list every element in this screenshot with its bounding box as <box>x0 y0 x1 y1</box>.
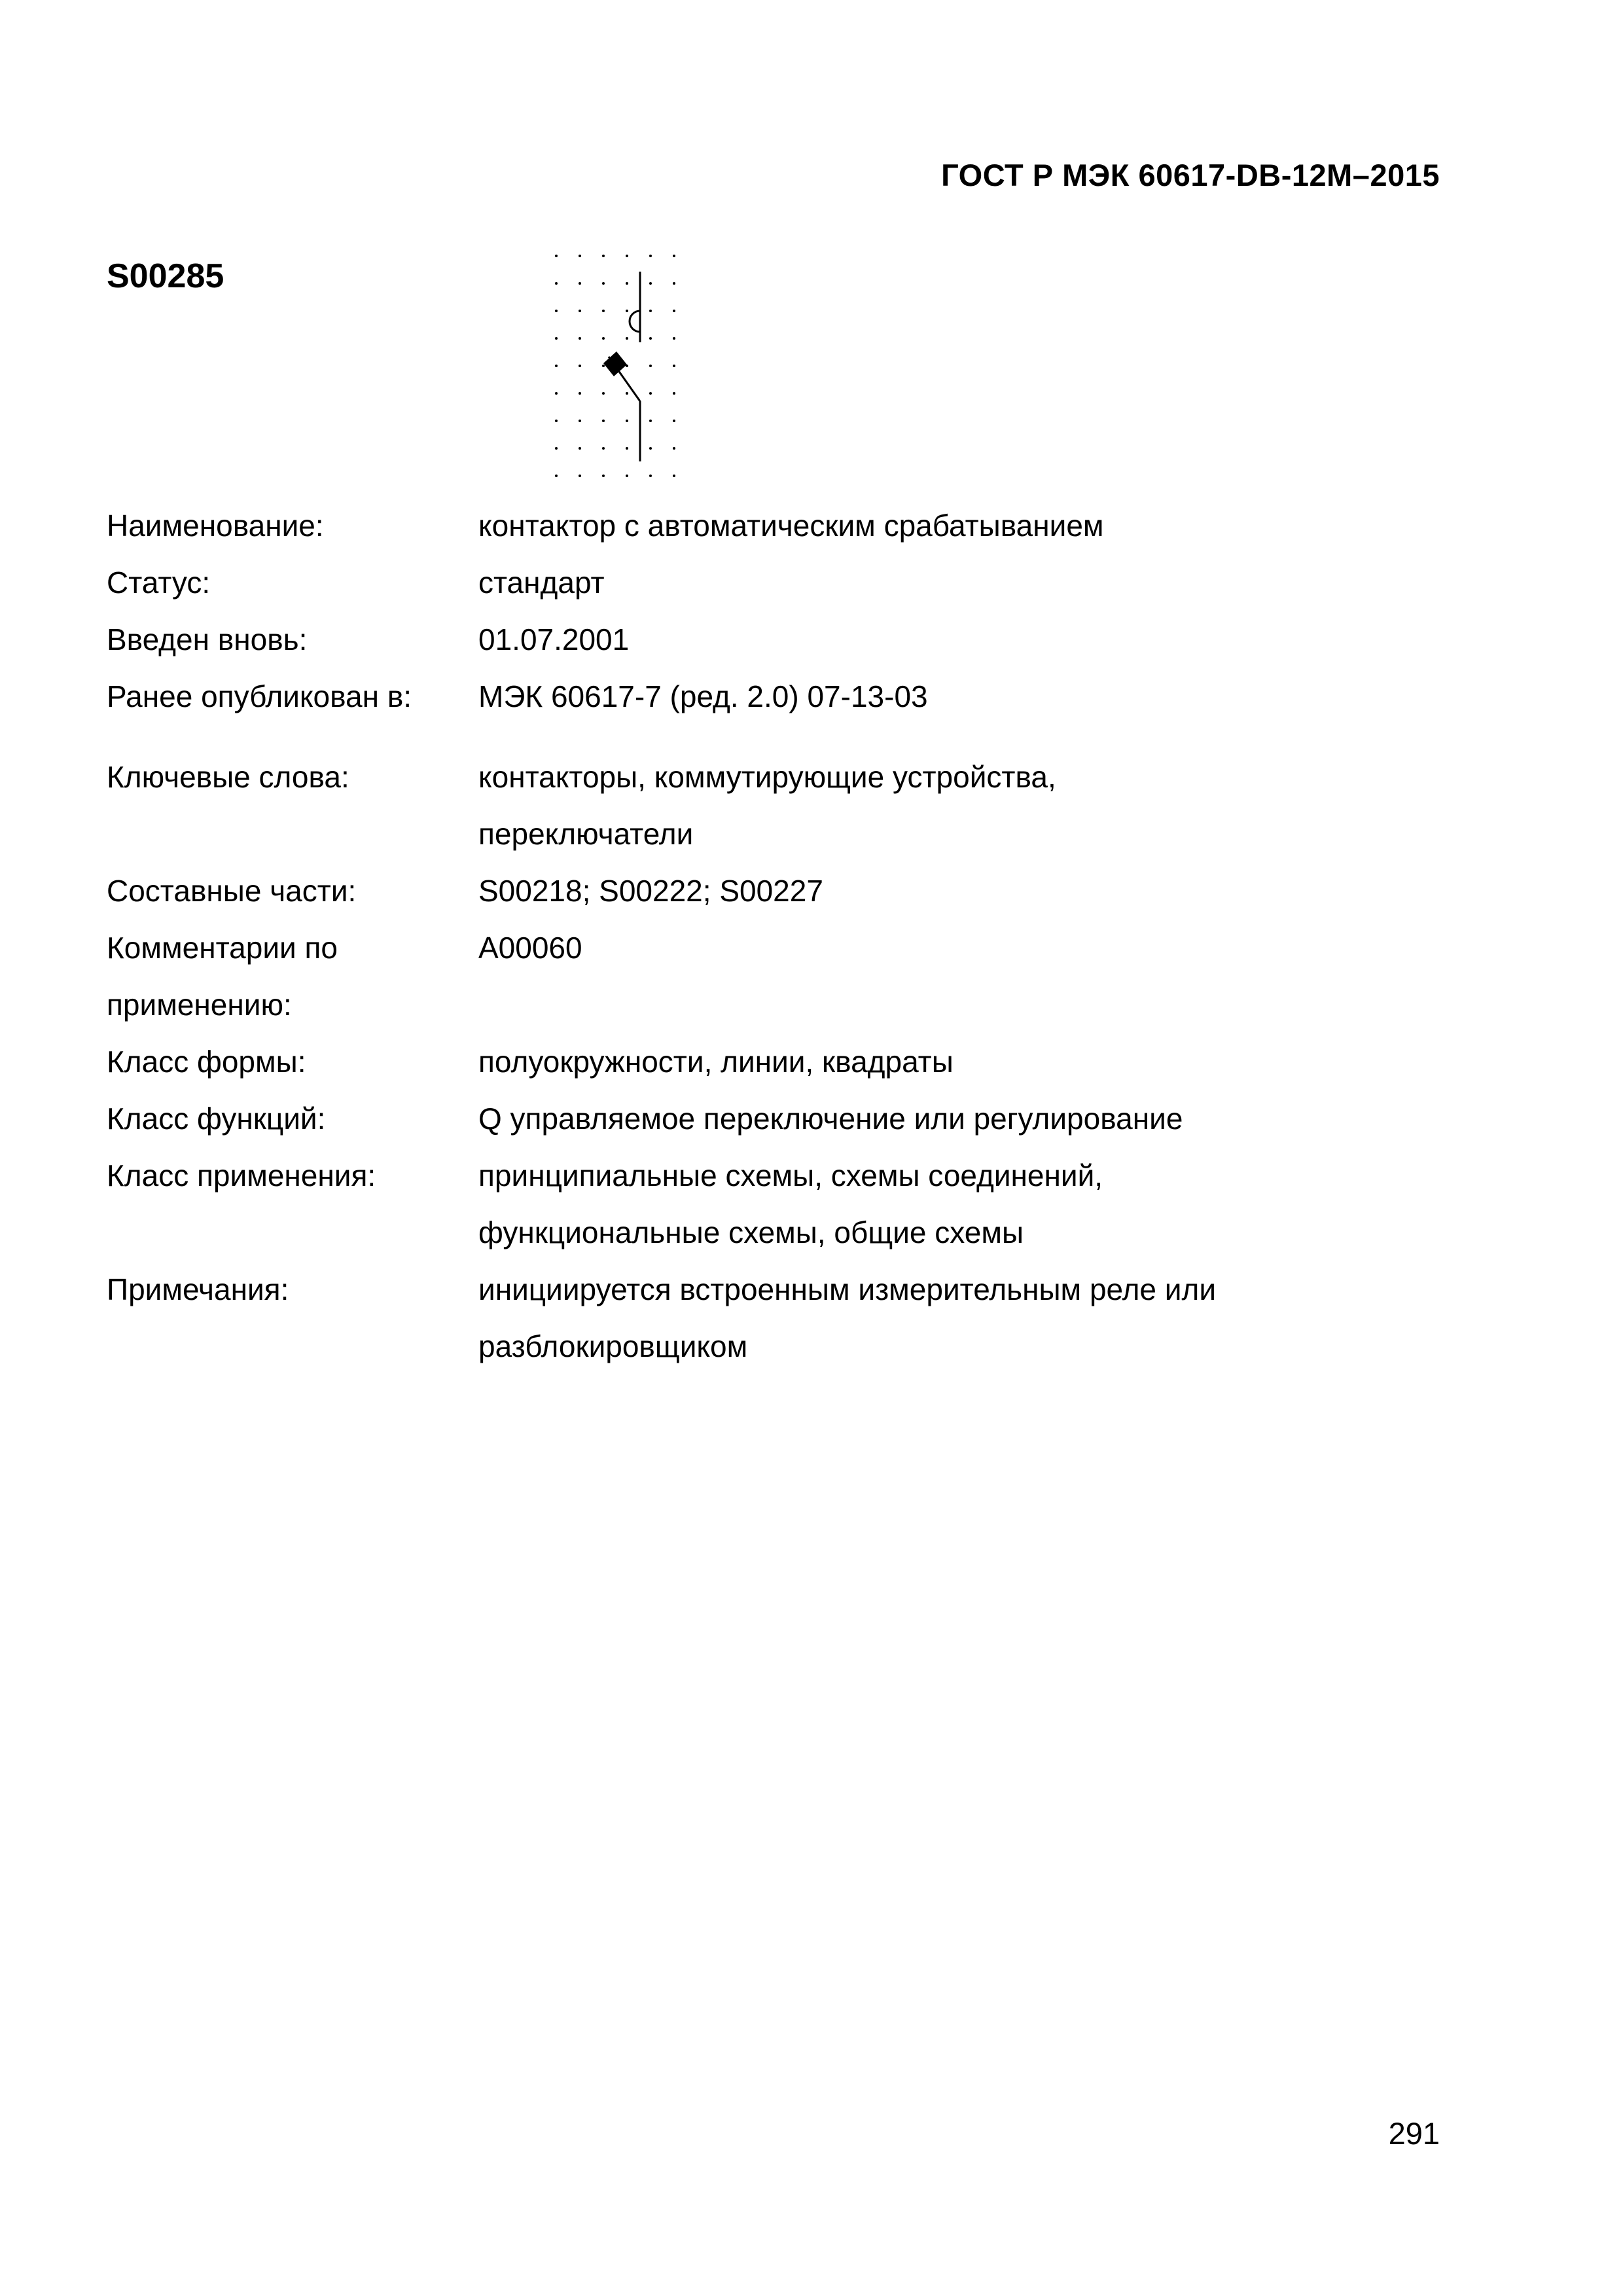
grid-dot <box>649 475 652 477</box>
document-header: ГОСТ Р МЭК 60617-DB-12M–2015 <box>941 158 1440 192</box>
field-value-line: стандарт <box>478 565 605 600</box>
field-value-line: инициируется встроенным измерительным реле или <box>478 1272 1217 1306</box>
field-value <box>478 1261 1481 1375</box>
field-value-line: МЭК 60617-7 (ред. 2.0) 07-13-03 <box>478 679 928 713</box>
contactor-symbol-graphic <box>543 245 687 494</box>
field-label <box>107 1033 478 1090</box>
field-label-line: Класс применения: <box>107 1158 376 1193</box>
grid-dot <box>626 392 628 395</box>
field-row <box>107 611 1481 668</box>
grid-dot <box>649 310 652 312</box>
field-label <box>107 920 478 1033</box>
field-label-line: Составные части: <box>107 874 357 908</box>
grid-dot <box>579 392 581 395</box>
field-value <box>478 668 1481 725</box>
field-value-line: 01.07.2001 <box>478 622 630 656</box>
grid-dot <box>579 365 581 367</box>
grid-dot <box>579 255 581 257</box>
grid-dot <box>555 392 558 395</box>
grid-dot <box>602 475 605 477</box>
field-label <box>107 863 478 920</box>
field-label-line: Ключевые слова: <box>107 760 349 794</box>
field-value <box>478 1090 1481 1147</box>
field-value <box>478 920 1481 1033</box>
grid-dot <box>602 255 605 257</box>
grid-dot <box>649 255 652 257</box>
page-number: 291 <box>1388 2116 1440 2151</box>
field-label <box>107 497 478 554</box>
grid-dot <box>579 310 581 312</box>
field-label-line: Статус: <box>107 565 211 600</box>
grid-dot <box>649 392 652 395</box>
field-value <box>478 554 1481 611</box>
symbol-id: S00285 <box>107 257 224 295</box>
grid-dot <box>673 255 675 257</box>
grid-dot <box>626 475 628 477</box>
filled-square-mark <box>603 351 627 376</box>
grid-dot <box>626 282 628 285</box>
grid-dot <box>602 392 605 395</box>
grid-dot <box>555 365 558 367</box>
field-value-line: A00060 <box>478 931 582 965</box>
field-row <box>107 554 1481 611</box>
field-label <box>107 1261 478 1375</box>
field-row <box>107 1033 1481 1090</box>
field-row <box>107 863 1481 920</box>
grid-dot <box>579 282 581 285</box>
grid-dot <box>649 337 652 340</box>
field-value-line: переключатели <box>478 817 694 851</box>
field-label-line: Комментарии по <box>107 931 338 965</box>
grid-dot <box>673 282 675 285</box>
grid-dot <box>555 447 558 450</box>
field-value-line: принципиальные схемы, схемы соединений, <box>478 1158 1103 1193</box>
field-label-line: Введен вновь: <box>107 622 308 656</box>
field-value-line: разблокировщиком <box>478 1329 748 1363</box>
field-value-line: Q управляемое переключение или регулирование <box>478 1102 1183 1136</box>
field-row <box>107 1090 1481 1147</box>
field-label <box>107 611 478 668</box>
grid-dot <box>673 420 675 422</box>
grid-dot <box>555 282 558 285</box>
field-value <box>478 611 1481 668</box>
grid-dot <box>555 337 558 340</box>
grid-dot <box>602 310 605 312</box>
grid-dot <box>673 337 675 340</box>
field-label <box>107 749 478 863</box>
field-row <box>107 1147 1481 1261</box>
grid-dot <box>673 392 675 395</box>
grid-dot <box>626 337 628 340</box>
grid-dot <box>626 447 628 450</box>
field-row <box>107 668 1481 725</box>
field-value-line: S00218; S00222; S00227 <box>478 874 823 908</box>
grid-dot <box>555 255 558 257</box>
grid-dot <box>602 365 605 367</box>
field-row <box>107 749 1481 863</box>
grid-dot <box>649 420 652 422</box>
field-value <box>478 1033 1481 1090</box>
field-value-line: контактор с автоматическим срабатыванием <box>478 509 1104 543</box>
field-value-line: контакторы, коммутирующие устройства, <box>478 760 1056 794</box>
grid-dot <box>673 475 675 477</box>
grid-dot <box>673 447 675 450</box>
grid-dot <box>649 282 652 285</box>
grid-dot <box>579 447 581 450</box>
field-label <box>107 1147 478 1261</box>
grid-dot <box>602 282 605 285</box>
field-row <box>107 497 1481 554</box>
grid-dot <box>626 420 628 422</box>
grid-dot <box>602 420 605 422</box>
grid-dot <box>626 255 628 257</box>
grid-dot <box>602 447 605 450</box>
field-label-line: Класс формы: <box>107 1045 306 1079</box>
field-label-line: Примечания: <box>107 1272 289 1306</box>
field-table <box>107 497 1481 1375</box>
field-value-line: функциональные схемы, общие схемы <box>478 1215 1024 1249</box>
field-row <box>107 920 1481 1033</box>
field-label-line: Ранее опубликован в: <box>107 679 412 713</box>
field-label-line: Наименование: <box>107 509 324 543</box>
semicircle-mark <box>630 311 640 332</box>
grid-dot <box>602 337 605 340</box>
grid-dot <box>626 310 628 312</box>
grid-dot <box>649 365 652 367</box>
field-label-line: применению: <box>107 988 292 1022</box>
grid-dot <box>555 420 558 422</box>
grid-dot <box>579 420 581 422</box>
field-label <box>107 668 478 725</box>
field-label <box>107 1090 478 1147</box>
grid-dot <box>579 337 581 340</box>
field-row <box>107 1261 1481 1375</box>
field-value <box>478 863 1481 920</box>
field-value <box>478 1147 1481 1261</box>
field-value <box>478 497 1481 554</box>
grid-dot <box>579 475 581 477</box>
grid-dot <box>555 475 558 477</box>
field-value <box>478 749 1481 863</box>
field-value-line: полуокружности, линии, квадраты <box>478 1045 954 1079</box>
grid-dot <box>649 447 652 450</box>
grid-dot <box>555 310 558 312</box>
grid-dot <box>673 365 675 367</box>
grid-dot <box>673 310 675 312</box>
field-label <box>107 554 478 611</box>
field-label-line: Класс функций: <box>107 1102 326 1136</box>
